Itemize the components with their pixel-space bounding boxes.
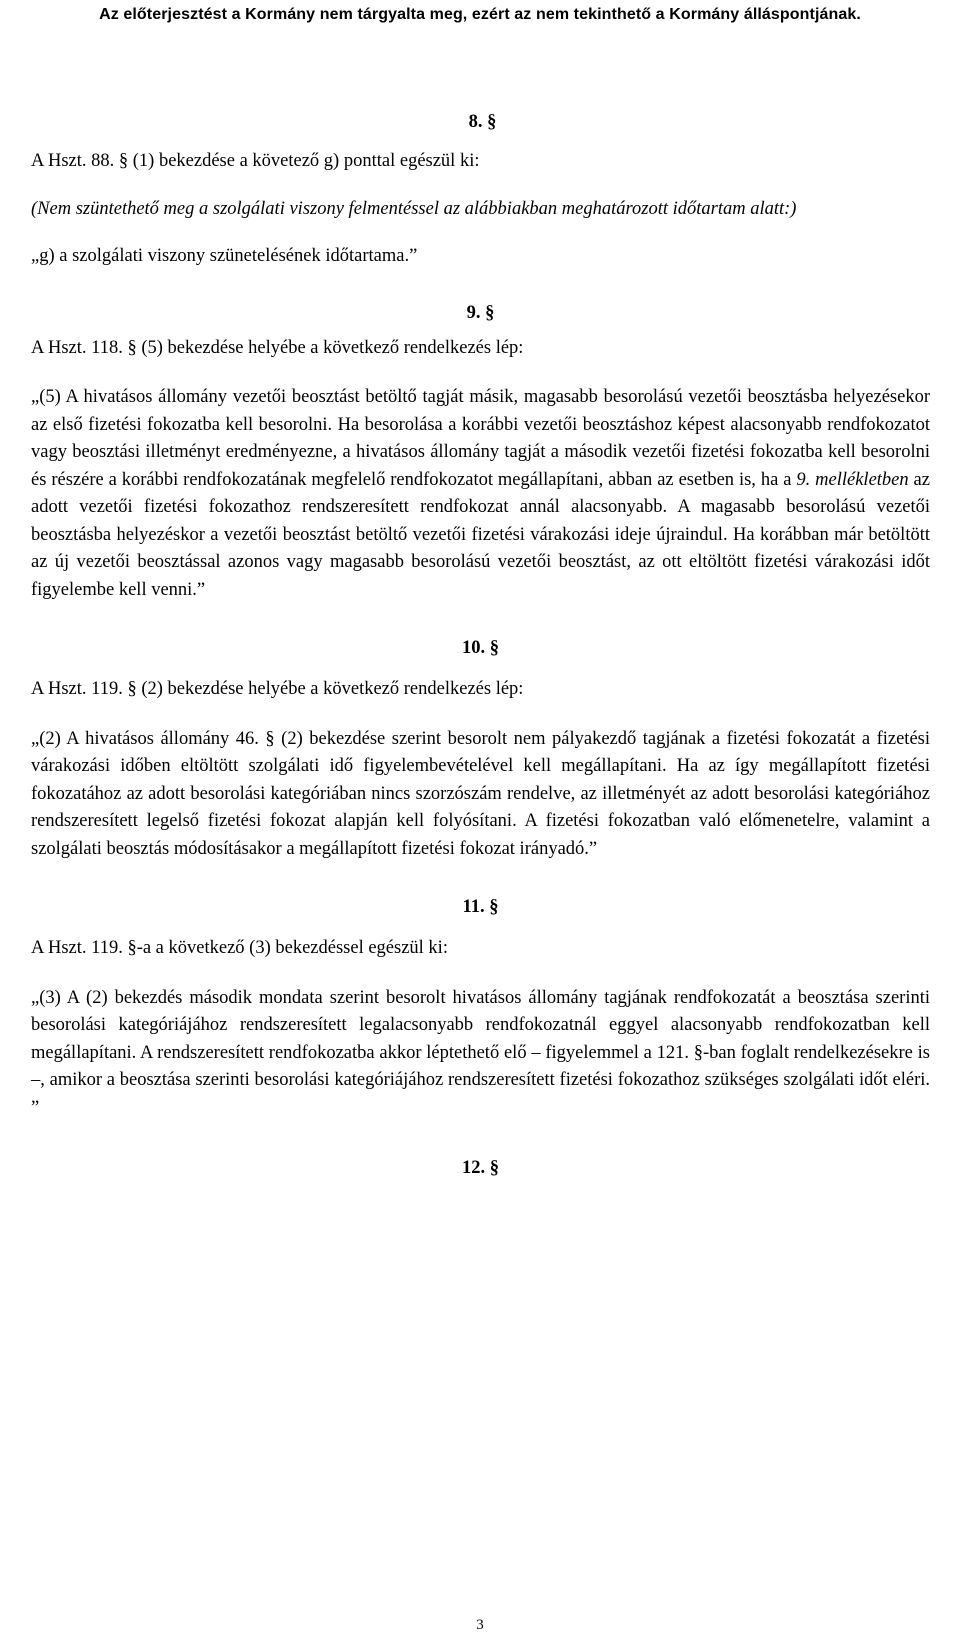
section-9-text	[31, 384, 930, 604]
section-10-text: „(2) A hivatásos állomány 46. § (2) bekezdése szerint besorolt nem pályakezdő tagjának a fizetési fokozatát a fizetési várakozási időben eltöltött szolgálati idő figyelembevételével kell megállapítani. Ha az így megállapított fizetési fokozatához az adott besorolási kategóriában nincs szorzószám rendelve, az illetményét az adott besorolási kategóriához rendszeresített legelső fizetési fokozat alapján kell folyósítani. A fizetési fokozatban való előmenetelre, valamint a szolgálati beosztás módosításakor a megállapított fizetési fokozat irányadó.”	[31, 728, 930, 859]
document-body	[31, 112, 930, 1179]
section-9-text-part-a: „(5) A hivatásos állomány vezetői beosztást betöltő tagját másik, magasabb besorolású vezetői beosztásba helyezésekor az első fizetési fokozatba kell besorolni. Ha besorolása a korábbi vezetői beosztáshoz képest alacsonyabb rendfokozatot vagy beosztási illetményt eredményezne, a hivatásos állomány tagját a második vezetői fizetési fokozatba kell besorolni és részére a korábbi rendfokozatának megfelelő rendfokozatot megállapítani, abban az esetben is, ha a	[31, 387, 930, 490]
section-9-text-part-b: az adott vezetői fizetési fokozathoz rendszeresített rendfokozat annál alacsonyabb. A magasabb besorolású vezetői beosztásba helyezéskor a vezetői beosztást betöltő vezetői fizetési várakozási ideje újraindul. Ha korábban már betöltött az új vezetői beosztással azonos vagy magasabb besorolású vezetői beosztást, az ott eltöltött fizetési várakozási időt figyelembe kell venni.”	[31, 469, 930, 600]
section-heading-8: 8. §	[468, 112, 497, 132]
section-11-text: „(3) A (2) bekezdés második mondata szerint besorolt hivatásos állomány tagjának rendfokozatát a beosztása szerinti besorolási kategóriájához rendszeresített legalacsonyabb rendfokozatnál eggyel alacsonyabb rendfokozatban kell megállapítani. A rendszeresített rendfokozatba akkor léptethető elő – figyelemmel a 121. §-ban foglalt rendelkezésekre is –, amikor a beosztása szerinti besorolási kategóriájához rendszeresített fizetési fokozathoz szükséges szolgálati időt eléri. ”	[31, 987, 930, 1118]
section-heading-10: 10. §	[462, 638, 499, 658]
section-heading-9: 9. §	[466, 302, 495, 323]
section-heading-11: 11. §	[462, 897, 499, 917]
section-9-intro: A Hszt. 118. § (5) bekezdése helyébe a következő rendelkezés lép:	[31, 337, 524, 358]
section-8-text: „g) a szolgálati viszony szünetelésének időtartama.”	[31, 246, 418, 266]
section-heading-12: 12. §	[462, 1158, 499, 1178]
section-8-intro: A Hszt. 88. § (1) bekezdése a követező g) ponttal egészül ki:	[31, 151, 480, 171]
section-8-context: (Nem szüntethető meg a szolgálati viszony felmentéssel az alábbiakban meghatározott időtartam alatt:)	[31, 198, 797, 219]
page-number: 3	[476, 1617, 484, 1633]
section-10-intro: A Hszt. 119. § (2) bekezdése helyébe a következő rendelkezés lép:	[31, 679, 524, 699]
section-11-intro: A Hszt. 119. §-a a következő (3) bekezdéssel egészül ki:	[31, 938, 448, 958]
page-header-disclaimer: Az előterjesztést a Kormány nem tárgyalta meg, ezért az nem tekinthető a Kormány álláspontjának.	[99, 6, 861, 23]
section-9-text-italic: 9. mellékletben	[796, 469, 909, 490]
